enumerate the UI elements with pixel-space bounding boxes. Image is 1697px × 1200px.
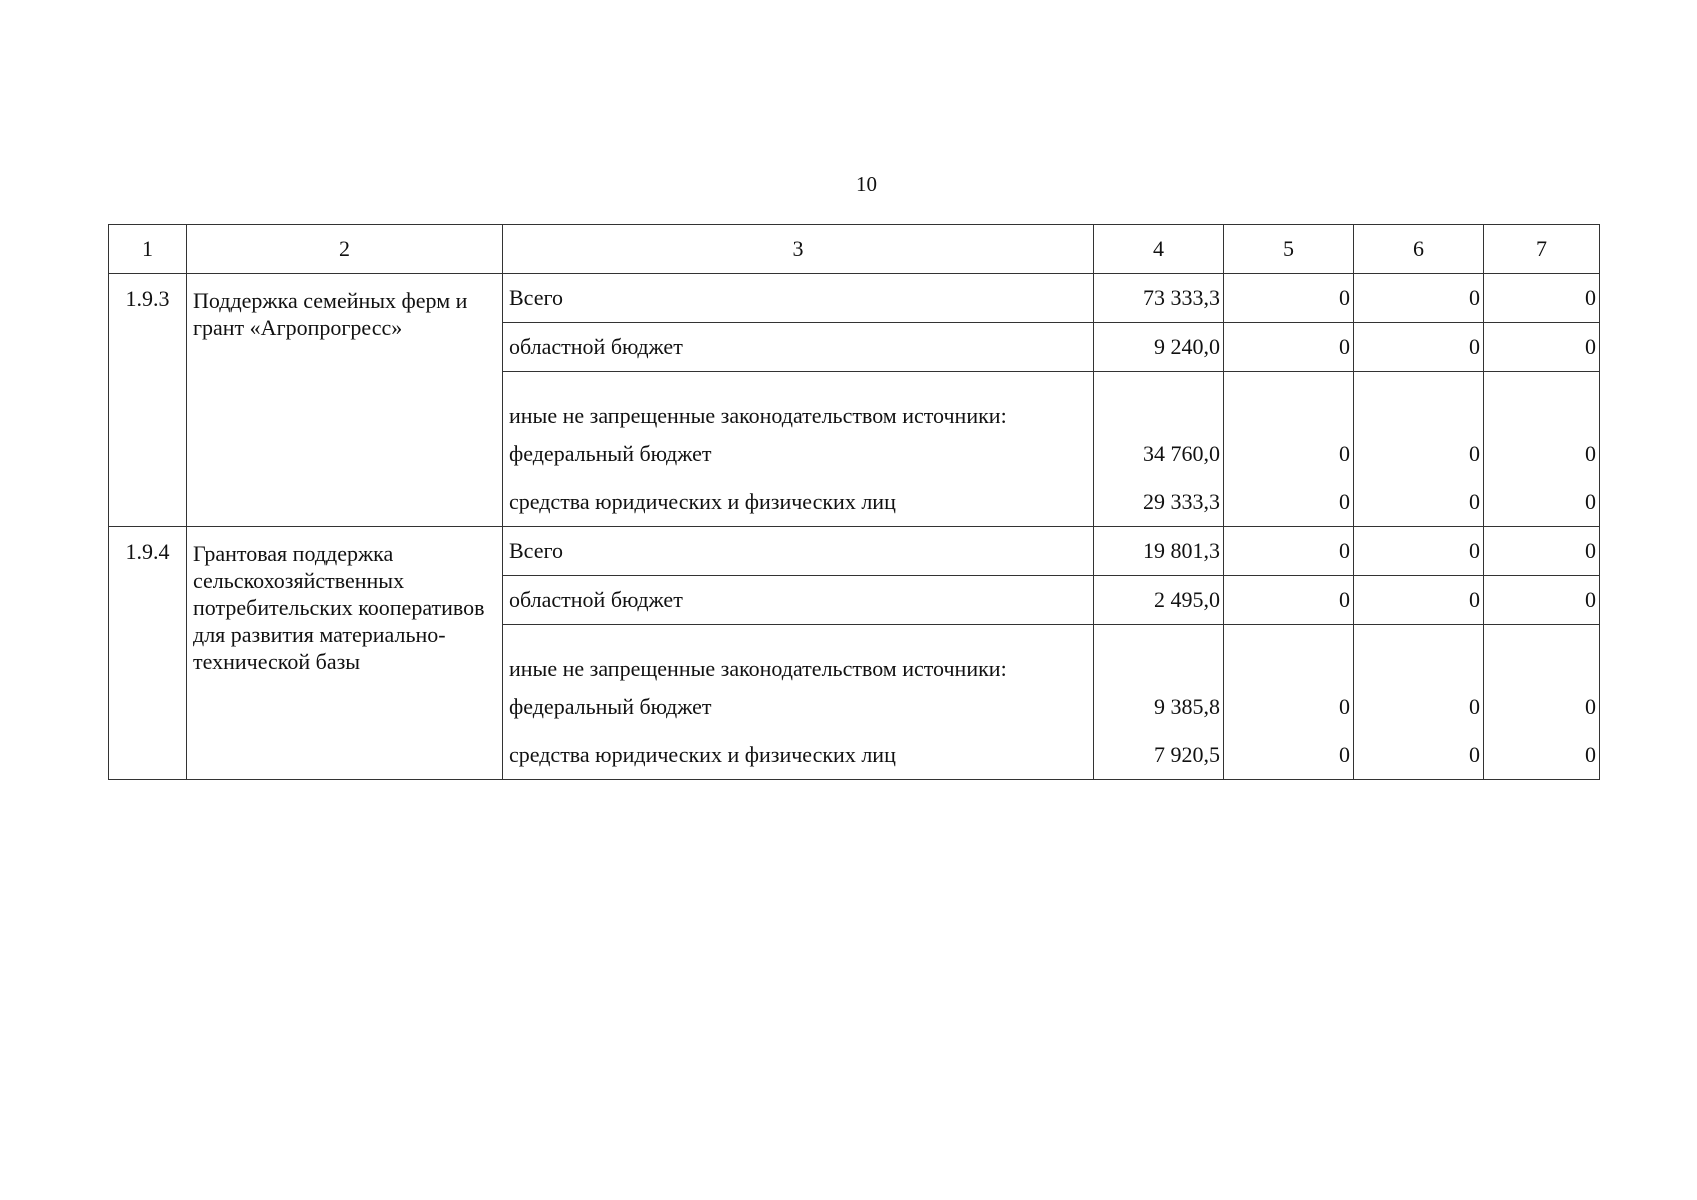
value-col-6: 0 — [1354, 274, 1484, 323]
item-name: Грантовая поддержка сельскохозяйственных потребительских кооперативов для развития материально-технической базы — [187, 527, 503, 780]
value-col-7 — [1484, 372, 1600, 431]
value-col-7: 0 — [1484, 274, 1600, 323]
value-col-4: 9 385,8 — [1094, 683, 1224, 731]
value-col-5: 0 — [1224, 576, 1354, 625]
value-col-7: 0 — [1484, 430, 1600, 478]
value-col-6: 0 — [1354, 731, 1484, 780]
value-col-7: 0 — [1484, 576, 1600, 625]
value-col-5: 0 — [1224, 527, 1354, 576]
value-col-4 — [1094, 625, 1224, 684]
value-col-5: 0 — [1224, 323, 1354, 372]
funding-source: федеральный бюджет — [503, 683, 1094, 731]
value-col-4: 9 240,0 — [1094, 323, 1224, 372]
funding-source: иные не запрещенные законодательством источники: — [503, 625, 1094, 684]
column-header: 7 — [1484, 225, 1600, 274]
value-col-4: 2 495,0 — [1094, 576, 1224, 625]
value-col-7 — [1484, 625, 1600, 684]
value-col-4: 73 333,3 — [1094, 274, 1224, 323]
value-col-6: 0 — [1354, 478, 1484, 527]
column-header: 6 — [1354, 225, 1484, 274]
value-col-5: 0 — [1224, 478, 1354, 527]
value-col-5 — [1224, 625, 1354, 684]
value-col-6 — [1354, 625, 1484, 684]
funding-source: средства юридических и физических лиц — [503, 731, 1094, 780]
funding-source: областной бюджет — [503, 323, 1094, 372]
funding-source: Всего — [503, 274, 1094, 323]
value-col-4: 7 920,5 — [1094, 731, 1224, 780]
value-col-7: 0 — [1484, 527, 1600, 576]
value-col-7: 0 — [1484, 731, 1600, 780]
value-col-5 — [1224, 372, 1354, 431]
column-header: 4 — [1094, 225, 1224, 274]
value-col-6: 0 — [1354, 683, 1484, 731]
column-header: 1 — [109, 225, 187, 274]
table-row — [109, 274, 1600, 323]
value-col-6: 0 — [1354, 576, 1484, 625]
funding-source: иные не запрещенные законодательством источники: — [503, 372, 1094, 431]
value-col-6: 0 — [1354, 430, 1484, 478]
value-col-4: 29 333,3 — [1094, 478, 1224, 527]
value-col-4 — [1094, 372, 1224, 431]
item-number: 1.9.4 — [109, 527, 187, 780]
table-header-row — [109, 225, 1600, 274]
value-col-6: 0 — [1354, 527, 1484, 576]
value-col-5: 0 — [1224, 731, 1354, 780]
column-header: 2 — [187, 225, 503, 274]
value-col-7: 0 — [1484, 683, 1600, 731]
value-col-4: 34 760,0 — [1094, 430, 1224, 478]
funding-source: федеральный бюджет — [503, 430, 1094, 478]
value-col-7: 0 — [1484, 323, 1600, 372]
value-col-6 — [1354, 372, 1484, 431]
value-col-4: 19 801,3 — [1094, 527, 1224, 576]
item-number: 1.9.3 — [109, 274, 187, 527]
value-col-5: 0 — [1224, 683, 1354, 731]
table-row — [109, 527, 1600, 576]
financing-table — [108, 224, 1600, 780]
value-col-7: 0 — [1484, 478, 1600, 527]
value-col-5: 0 — [1224, 430, 1354, 478]
page-number: 10 — [856, 172, 877, 196]
funding-source: Всего — [503, 527, 1094, 576]
column-header: 3 — [503, 225, 1094, 274]
funding-source: средства юридических и физических лиц — [503, 478, 1094, 527]
item-name: Поддержка семейных ферм и грант «Агропрогресс» — [187, 274, 503, 527]
value-col-6: 0 — [1354, 323, 1484, 372]
column-header: 5 — [1224, 225, 1354, 274]
funding-source: областной бюджет — [503, 576, 1094, 625]
value-col-5: 0 — [1224, 274, 1354, 323]
